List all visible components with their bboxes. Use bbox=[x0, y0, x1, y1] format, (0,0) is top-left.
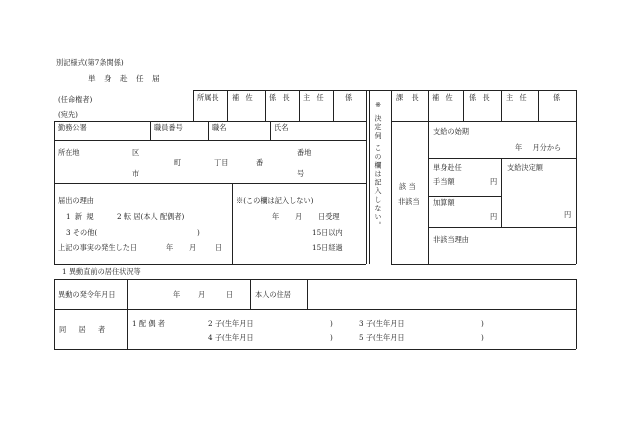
addressee-label: (宛先) bbox=[58, 110, 78, 119]
rule bbox=[538, 90, 539, 121]
office-label: 勤務公署 bbox=[58, 123, 87, 132]
rule bbox=[54, 121, 366, 122]
not-applicable-reason-label: 非該当理由 bbox=[433, 235, 469, 244]
form-number: 別記様式(第7条関係) bbox=[56, 58, 124, 67]
applicable-label: 該 当 bbox=[399, 182, 416, 191]
reason-option-new: 1 新 規 bbox=[66, 212, 95, 221]
within-15-days: 15日以内 bbox=[312, 228, 343, 237]
start-period-value: 年 月分から bbox=[515, 143, 562, 152]
cohabitant-child-3: 3 子(生年月日 bbox=[359, 319, 405, 328]
cohabitant-spouse: 1 配 偶 者 bbox=[132, 319, 165, 328]
rule bbox=[576, 90, 577, 264]
rule bbox=[127, 279, 128, 349]
reason-option-other: 3 その他( bbox=[66, 228, 98, 237]
address-chome: 丁目 bbox=[214, 158, 229, 167]
rule bbox=[54, 183, 366, 184]
approval-cell-label: 所属長 bbox=[197, 93, 219, 102]
name-label: 氏名 bbox=[274, 123, 289, 132]
decided-amount-label: 支給決定額 bbox=[507, 163, 543, 172]
rule bbox=[391, 264, 576, 265]
rule bbox=[54, 264, 366, 265]
address-go: 号 bbox=[297, 169, 305, 178]
rule bbox=[54, 349, 576, 350]
approval-cell-label: 係 長 bbox=[469, 93, 492, 102]
occurred-month: 月 bbox=[189, 243, 197, 252]
received-year: 年 bbox=[272, 212, 280, 221]
rule bbox=[428, 196, 501, 197]
cohabitant-child-2: 2 子(生年月日 bbox=[208, 319, 254, 328]
rule bbox=[150, 121, 151, 140]
approval-cell-label: 主 任 bbox=[506, 93, 529, 102]
rule bbox=[366, 90, 367, 264]
rule bbox=[428, 158, 576, 159]
extra-amount-unit: 円 bbox=[490, 212, 498, 221]
approval-cell-label: 主 任 bbox=[303, 93, 326, 102]
rule bbox=[250, 279, 251, 309]
rule bbox=[428, 227, 576, 228]
rule bbox=[265, 90, 266, 121]
transfer-year: 年 bbox=[173, 290, 181, 299]
job-title-label: 職名 bbox=[212, 123, 227, 132]
transfer-date-label: 異動の発令年月日 bbox=[58, 290, 116, 299]
rule bbox=[463, 90, 464, 121]
rule bbox=[270, 121, 271, 140]
not-applicable-label: 非該当 bbox=[398, 197, 420, 206]
cohabitant-child-4: 4 子(生年月日 bbox=[208, 333, 254, 342]
decided-amount-unit: 円 bbox=[564, 210, 572, 219]
reason-option-other-close: ) bbox=[197, 228, 200, 237]
rule bbox=[391, 90, 392, 264]
rule bbox=[54, 140, 366, 141]
rule bbox=[391, 121, 576, 122]
allowance-unit: 円 bbox=[490, 177, 498, 186]
rule bbox=[232, 183, 233, 264]
rule bbox=[54, 279, 55, 349]
approval-cell-label: 課 長 bbox=[396, 93, 422, 102]
residence-label: 本人の住居 bbox=[255, 290, 291, 299]
cohabitant-label: 同 居 者 bbox=[59, 325, 106, 334]
allowance-label: 単身赴任 bbox=[433, 163, 462, 172]
rule bbox=[501, 90, 502, 121]
approval-cell-label: 補 佐 bbox=[232, 93, 255, 102]
approval-cell-label: 係 bbox=[553, 93, 561, 102]
rule bbox=[428, 90, 429, 264]
transfer-day: 日 bbox=[226, 290, 234, 299]
received-day: 日受理 bbox=[318, 212, 340, 221]
rule bbox=[333, 90, 334, 121]
reason-option-move: 2 転 居(本人 配偶者) bbox=[117, 212, 185, 221]
rule bbox=[299, 90, 300, 121]
rule bbox=[307, 279, 308, 309]
cohabitant-child-3-close: ) bbox=[481, 319, 484, 328]
approval-cell-label: 補 佐 bbox=[432, 93, 455, 102]
received-month: 月 bbox=[295, 212, 303, 221]
appointer-label: (任命権者) bbox=[58, 95, 93, 104]
start-period-label: 支給の始期 bbox=[433, 127, 469, 136]
occurred-day: 日 bbox=[215, 243, 223, 252]
rule bbox=[369, 90, 370, 264]
allowance-label-2: 手当額 bbox=[433, 177, 455, 186]
transfer-month: 月 bbox=[198, 290, 206, 299]
rule bbox=[208, 121, 209, 140]
rule bbox=[193, 90, 194, 121]
address-label: 所在地 bbox=[58, 148, 80, 157]
occurred-year: 年 bbox=[166, 243, 174, 252]
rule bbox=[193, 90, 576, 91]
cohabitant-child-5: 5 子(生年月日 bbox=[359, 333, 405, 342]
extra-amount-label: 加算額 bbox=[433, 198, 455, 207]
cohabitant-child-2-close: ) bbox=[330, 319, 333, 328]
rule bbox=[54, 279, 576, 280]
staff-number-label: 職員番号 bbox=[154, 123, 183, 132]
address-ku: 区 bbox=[132, 148, 140, 157]
address-machi: 町 bbox=[174, 158, 182, 167]
approval-cell-label: 係 長 bbox=[269, 93, 292, 102]
cohabitant-child-5-close: ) bbox=[481, 333, 484, 342]
address-ban: 番 bbox=[256, 158, 264, 167]
cohabitant-child-4-close: ) bbox=[330, 333, 333, 342]
rule bbox=[576, 279, 577, 349]
rule bbox=[501, 158, 502, 227]
section1-heading: 1 異動直前の居住状況等 bbox=[62, 267, 141, 276]
office-use-note-small: ※(この欄は記入しない) bbox=[236, 196, 314, 205]
form-title: 単 身 赴 任 届 bbox=[88, 74, 163, 83]
over-15-days: 15日経過 bbox=[312, 243, 343, 252]
reason-label: 届出の理由 bbox=[58, 196, 94, 205]
address-banchi: 番地 bbox=[297, 148, 312, 157]
office-use-note: ※ 決定伺 この欄は記入しない。 bbox=[374, 101, 382, 231]
rule bbox=[54, 309, 576, 310]
address-shi: 市 bbox=[132, 169, 140, 178]
approval-cell-label: 係 bbox=[345, 93, 353, 102]
rule bbox=[54, 121, 55, 264]
rule bbox=[227, 90, 228, 121]
occurred-date-label: 上記の事実の発生した日 bbox=[58, 243, 138, 252]
